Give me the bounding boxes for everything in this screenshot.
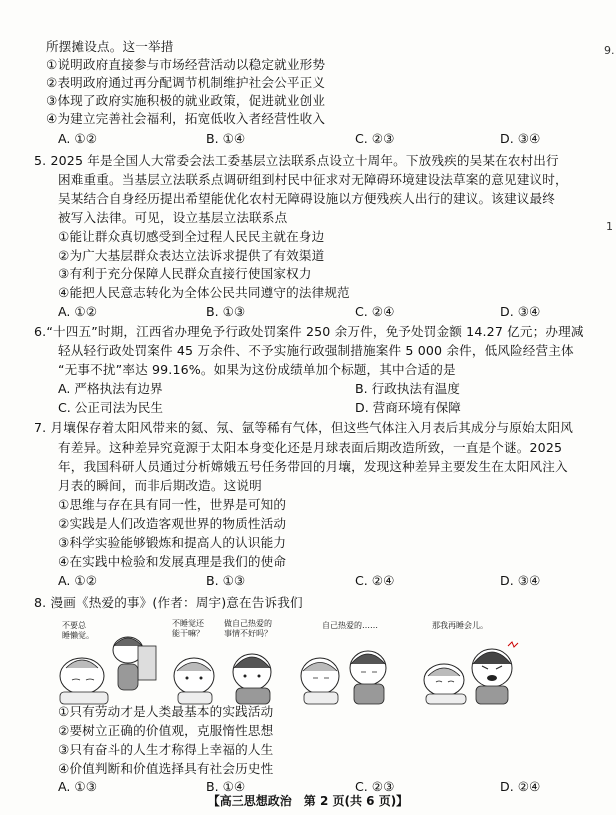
q4-option-b: B. ①④ (206, 131, 246, 146)
q4-option-d: D. ③④ (500, 131, 541, 146)
q5-stem-line-3: 被写入法律。可见，设立基层立法联系点 (58, 210, 288, 225)
q4-statement-4: ④为建立完善社会福利，拓宽低收入者经营性收入 (46, 111, 326, 126)
comic-p2b-text-1: 事情不好吗？ (224, 629, 272, 638)
comic-p3-text-0: 自己热爱的…… (322, 621, 378, 630)
q5-stem-line-1: 困难重重。当基层立法联系点调研组到村民中征求对无障碍环境建设法草案的意见建议时， (58, 172, 568, 187)
edge-mark-mid: 1 (606, 220, 613, 233)
q4-line-0: 所摆摊设点。这一举措 (46, 39, 174, 54)
q8-stem: 8. 漫画《热爱的事》(作者：周宇)意在告诉我们 (34, 595, 303, 610)
page-footer: 【高三思想政治 第 2 页(共 6 页)】 (207, 794, 409, 808)
q6-option-a: A. 严格执法有边界 (58, 381, 163, 396)
q8-statement-4: ④价值判断和价值选择具有社会历史性 (58, 761, 274, 776)
q6-stem-line-1: 轻从轻行政处罚案件 45 万余件、不予实施行政强制措施案件 5 000 余件，低风险经营主体 (58, 343, 574, 358)
comic-panel-1 (60, 620, 156, 704)
comic-p1-text-0: 不要总 (62, 621, 86, 630)
comic-panel-2 (172, 618, 272, 704)
q7-stem-line-1: 有差异。这种差异究竟源于太阳本身变化还是月球表面后期改造所致，一直是个谜。2025 (58, 440, 563, 455)
q4-statement-1: ①说明政府直接参与市场经营活动以稳定就业形势 (46, 57, 326, 72)
q6-option-b: B. 行政执法有温度 (355, 381, 460, 396)
q5-option-a: A. ①② (58, 304, 97, 319)
q5-statement-4: ④能把人民意志转化为全体公民共同遵守的法律规范 (58, 285, 350, 300)
comic-p2a-text-1: 能干嘛？ (172, 629, 204, 638)
q6-option-d: D. 营商环境有保障 (355, 400, 461, 415)
q7-option-d: D. ③④ (500, 573, 541, 588)
q8-option-b: B. ①④ (206, 779, 246, 794)
q5-statement-3: ③有利于充分保障人民群众直接行使国家权力 (58, 266, 312, 281)
q6-stem-line-0: 6.“十四五”时期，江西省办理免予行政处罚案件 250 余万件，免予处罚金额 14.27 亿元；办理减 (34, 324, 584, 339)
q5-stem-line-0: 5. 2025 年是全国人大常委会法工委基层立法联系点设立十周年。下放残疾的吴某在农村出行 (34, 153, 559, 168)
q8-statement-1: ①只有劳动才是人类最基本的实践活动 (58, 704, 274, 719)
q6-option-c: C. 公正司法为民生 (58, 400, 163, 415)
edge-mark-top: 9. (604, 44, 615, 57)
q7-stem-line-3: 月表的瞬间，而非后期改造。这说明 (58, 478, 262, 493)
q7-option-c: C. ②④ (355, 573, 395, 588)
q4-option-c: C. ②③ (355, 131, 395, 146)
q7-statement-2: ②实践是人们改造客观世界的物质性活动 (58, 516, 287, 531)
q7-option-b: B. ①③ (206, 573, 246, 588)
q8-statement-2: ②要树立正确的价值观，克服惰性思想 (58, 723, 274, 738)
q5-statement-2: ②为广大基层群众表达立法诉求提供了有效渠道 (58, 248, 325, 263)
q7-stem-line-0: 7. 月壤保存着太阳风带来的氦、氖、氩等稀有气体，但这些气体注入月表后其成分与原始太阳风 (34, 420, 573, 435)
q7-statement-4: ④在实践中检验和发展真理是我们的使命 (58, 554, 287, 569)
q6-stem-line-2: “无事不扰”率达 99.16%。如果为这份成绩单加个标题，其中合适的是 (58, 362, 456, 377)
q8-option-c: C. ②③ (355, 779, 395, 794)
q5-option-c: C. ②④ (355, 304, 395, 319)
q7-stem-line-2: 年，我国科研人员通过分析嫦娥五号任务带回的月壤，发现这种差异主要发生在太阳风注入 (58, 459, 568, 474)
comic-p1-text-1: 睡懒觉。 (62, 631, 94, 640)
comic-p4-text-0: 那我再睡会儿。 (432, 621, 488, 630)
q5-option-d: D. ③④ (500, 304, 541, 319)
q5-statement-1: ①能让群众真切感受到全过程人民民主就在身边 (58, 229, 325, 244)
q4-statement-2: ②表明政府通过再分配调节机制维护社会公平正义 (46, 75, 326, 90)
comic-p2a-text-0: 不睡觉还 (172, 619, 204, 628)
q5-option-b: B. ①③ (206, 304, 246, 319)
q7-option-a: A. ①② (58, 573, 97, 588)
q8-option-a: A. ①③ (58, 779, 97, 794)
q7-statement-1: ①思维与存在具有同一性，世界是可知的 (58, 497, 287, 512)
comic-illustration (52, 616, 522, 708)
comic-panel-3 (301, 620, 386, 704)
comic-p2b-text-0: 做自己热爱的 (224, 619, 272, 628)
q5-stem-line-2: 吴某结合自身经历提出希望能优化农村无障碍设施以方便残疾人出行的建议。该建议最终 (58, 191, 556, 206)
comic-panel-4 (424, 620, 518, 704)
q4-option-a: A. ①② (58, 131, 97, 146)
q8-option-d: D. ②④ (500, 779, 541, 794)
q8-statement-3: ③只有奋斗的人生才称得上幸福的人生 (58, 742, 274, 757)
q4-statement-3: ③体现了政府实施积极的就业政策，促进就业创业 (46, 93, 326, 108)
q7-statement-3: ③科学实验能够锻炼和提高人的认识能力 (58, 535, 287, 550)
